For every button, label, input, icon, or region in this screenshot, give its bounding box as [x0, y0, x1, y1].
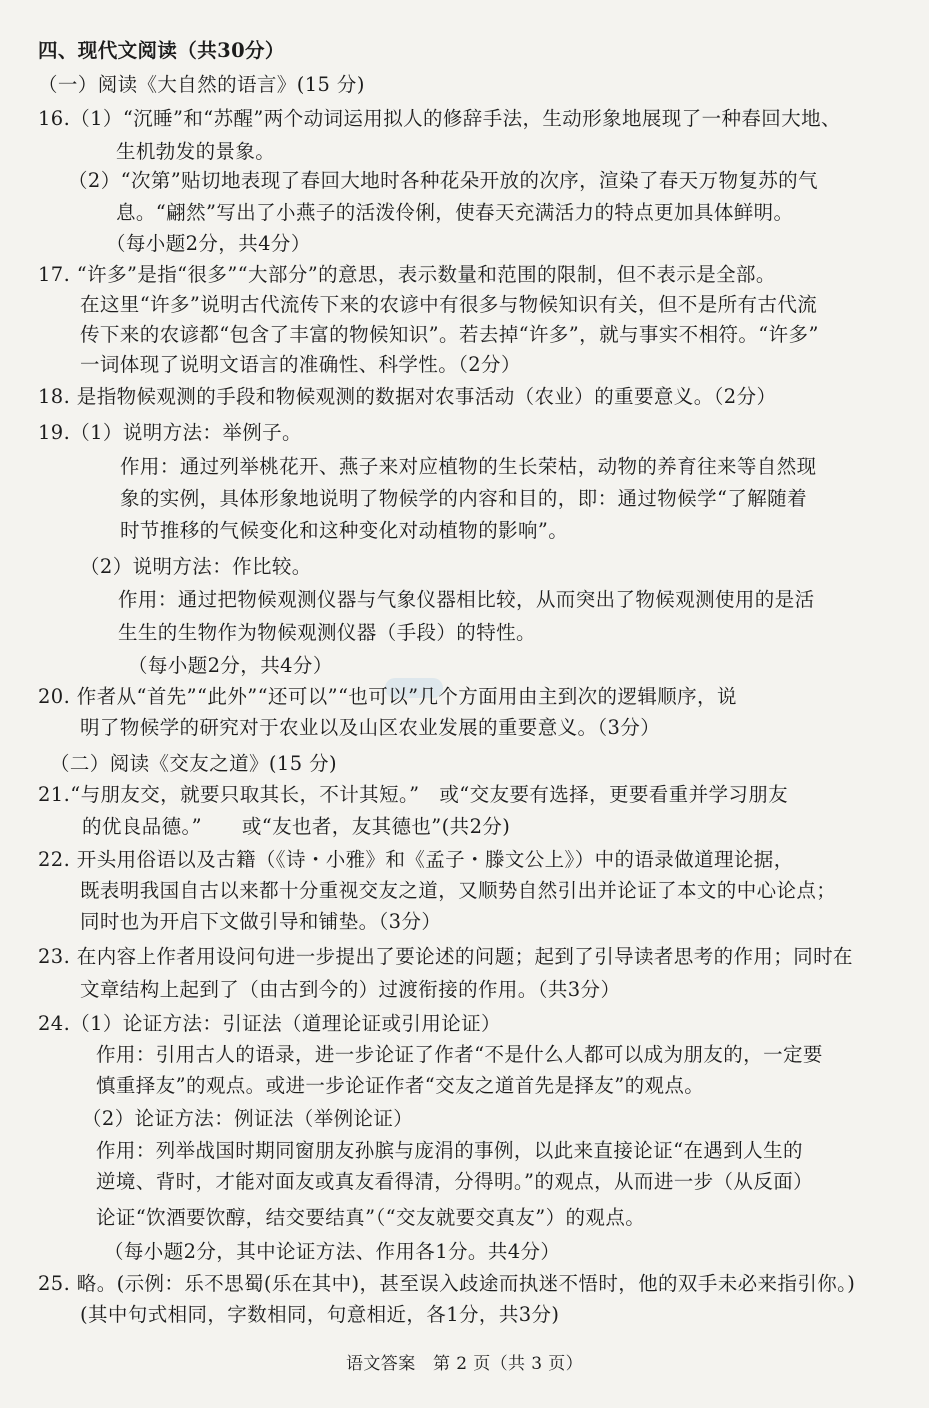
answer-line: 生机勃发的景象。	[116, 140, 276, 163]
answer-line: 时节推移的气候变化和这种变化对动植物的影响”。	[120, 519, 569, 542]
answer-line: 20. 作者从“首先”“此外”“还可以”“也可以”几个方面用由主到次的逻辑顺序，说	[38, 685, 737, 708]
score-note: （每小题2分，共4分）	[128, 654, 333, 677]
answer-line: 24.（1）论证方法：引证法（道理论证或引用论证）	[38, 1012, 501, 1035]
answer-line: 21.“与朋友交，就要只取其长，不计其短。” 或“交友要有选择，更要看重并学习朋友	[38, 783, 789, 806]
score-note: （每小题2分，共4分）	[106, 232, 311, 255]
answer-line: 息。“翩然”写出了小燕子的活泼伶俐，使春天充满活力的特点更加具体鲜明。	[116, 201, 794, 224]
answer-line: （2）“次第”贴切地表现了春回大地时各种花朵开放的次序，渲染了春天万物复苏的气	[68, 169, 818, 192]
answer-line: 作用：引用古人的语录，进一步论证了作者“不是什么人都可以成为朋友的，一定要	[96, 1043, 823, 1066]
answer-line: 同时也为开启下文做引导和铺垫。（3分）	[80, 910, 442, 933]
subsection-heading: （一）阅读《大自然的语言》(15 分)	[38, 73, 365, 96]
answer-line: 明了物候学的研究对于农业以及山区农业发展的重要意义。（3分）	[80, 716, 661, 739]
answer-line: 25. 略。(示例：乐不思蜀(乐在其中)，甚至误入歧途而执迷不悟时，他的双手未必来指引你。)	[38, 1272, 856, 1295]
section-title: 四、现代文阅读（共30分）	[38, 39, 285, 62]
answer-line: 作用：列举战国时期同窗朋友孙膑与庞涓的事例，以此来直接论证“在遇到人生的	[96, 1139, 803, 1162]
answer-line: 一词体现了说明文语言的准确性、科学性。（2分）	[80, 353, 521, 376]
page-footer: 语文答案 第 2 页（共 3 页）	[346, 1354, 584, 1374]
subsection-heading: （二）阅读《交友之道》(15 分)	[50, 752, 338, 775]
answer-line: 22. 开头用俗语以及古籍（《诗・小雅》和《孟子・滕文公上》）中的语录做道理论据，	[38, 848, 794, 871]
answer-line: 象的实例，具体形象地说明了物候学的内容和目的，即：通过物候学“了解随着	[120, 487, 807, 510]
score-note: (其中句式相同，字数相同，句意相近，各1分，共3分)	[80, 1303, 560, 1326]
answer-line: 文章结构上起到了（由古到今的）过渡衔接的作用。（共3分）	[80, 978, 621, 1001]
answer-line: 19.（1）说明方法：举例子。	[38, 421, 302, 444]
answer-line: 论证“饮酒要饮醇，结交要结真”（“交友就要交真友”）的观点。	[96, 1206, 646, 1229]
score-note: （每小题2分，其中论证方法、作用各1分。共4分）	[104, 1240, 561, 1263]
answer-line: 作用：通过把物候观测仪器与气象仪器相比较，从而突出了物候观测使用的是活	[118, 588, 815, 611]
answer-line: 的优良品德。” 或“友也者，友其德也”(共2分)	[82, 815, 511, 838]
answer-line: 在这里“许多”说明古代流传下来的农谚中有很多与物候知识有关，但不是所有古代流	[80, 293, 818, 316]
answer-line: 作用：通过列举桃花开、燕子来对应植物的生长荣枯，动物的养育往来等自然现	[120, 455, 817, 478]
answer-line: 16.（1）“沉睡”和“苏醒”两个动词运用拟人的修辞手法，生动形象地展现了一种春回大地、	[38, 107, 841, 130]
answer-line: （2）说明方法：作比较。	[80, 555, 312, 578]
answer-line: （2）论证方法：例证法（举例论证）	[82, 1107, 414, 1130]
answer-line: 生生的生物作为物候观测仪器（手段）的特性。	[118, 621, 536, 644]
answer-line: 17. “许多”是指“很多”“大部分”的意思，表示数量和范围的限制，但不表示是全部。	[38, 263, 776, 286]
answer-line: 既表明我国自古以来都十分重视交友之道，又顺势自然引出并论证了本文的中心论点；	[80, 879, 837, 902]
answer-line: 慎重择友”的观点。或进一步论证作者“交友之道首先是择友”的观点。	[96, 1074, 705, 1097]
answer-line: 18. 是指物候观测的手段和物候观测的数据对农事活动（农业）的重要意义。（2分）	[38, 385, 777, 408]
answer-line: 传下来的农谚都“包含了丰富的物候知识”。若去掉“许多”，就与事实不相符。“许多”	[80, 323, 819, 346]
answer-line: 逆境、背时，才能对面友或真友看得清，分得明。”的观点，从而进一步（从反面）	[96, 1170, 814, 1193]
answer-line: 23. 在内容上作者用设问句进一步提出了要论述的问题；起到了引导读者思考的作用；同时在	[38, 945, 853, 968]
